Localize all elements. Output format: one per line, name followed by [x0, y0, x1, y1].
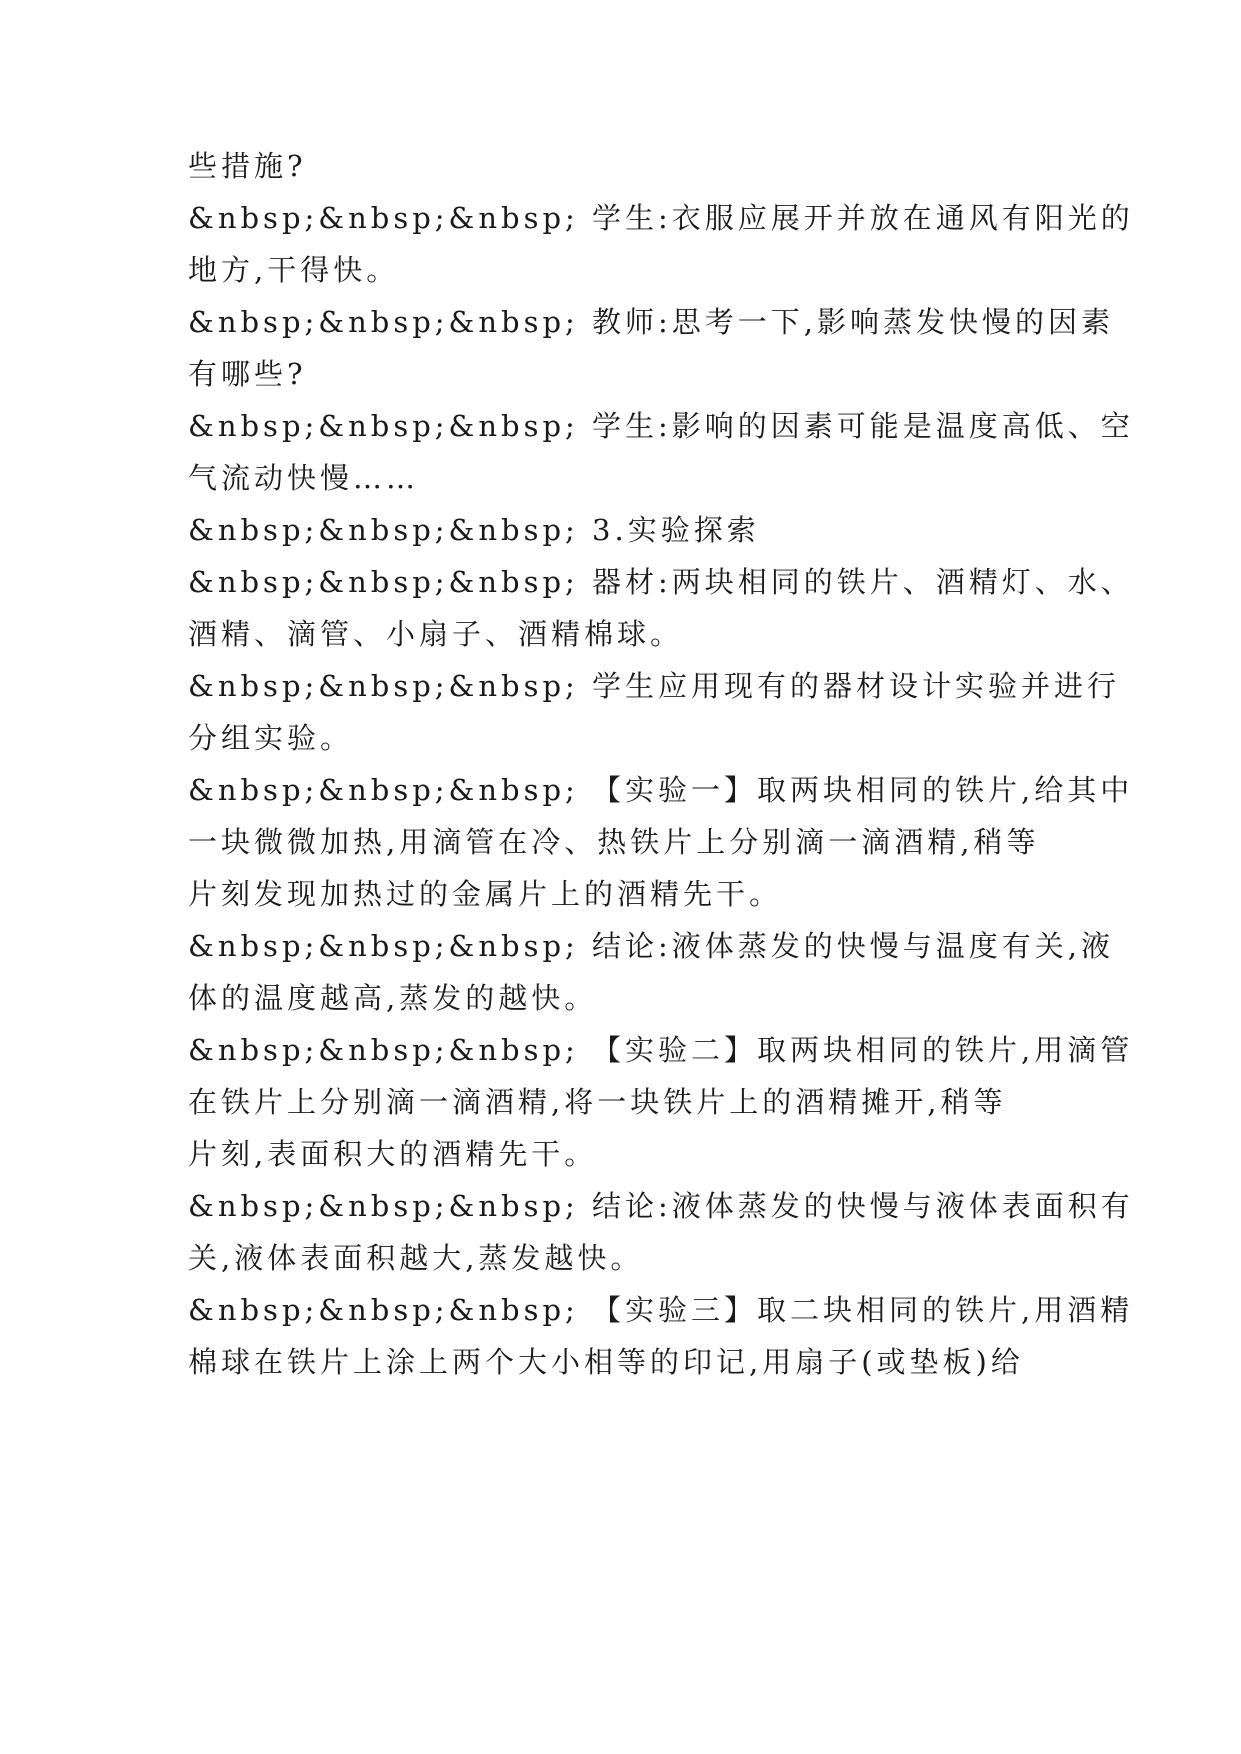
- text-line: 关,液体表面积越大,蒸发越快。: [188, 1241, 644, 1275]
- text-line: &nbsp;&nbsp;&nbsp; 学生:衣服应展开并放在通风有阳光的: [188, 201, 1134, 235]
- text-line: &nbsp;&nbsp;&nbsp; 结论:液体蒸发的快慢与温度有关,液: [188, 929, 1115, 963]
- text-line: &nbsp;&nbsp;&nbsp; 学生:影响的因素可能是温度高低、空: [188, 409, 1134, 443]
- text-line: 棉球在铁片上涂上两个大小相等的印记,用扇子(或垫板)给: [188, 1345, 1024, 1379]
- text-line: 在铁片上分别滴一滴酒精,将一块铁片上的酒精摊开,稍等: [188, 1085, 1007, 1119]
- text-line: 片刻发现加热过的金属片上的酒精先干。: [188, 877, 783, 911]
- text-line: &nbsp;&nbsp;&nbsp; 【实验三】取二块相同的铁片,用酒精: [188, 1293, 1134, 1327]
- text-line: 片刻,表面积大的酒精先干。: [188, 1137, 598, 1171]
- text-line: &nbsp;&nbsp;&nbsp; 器材:两块相同的铁片、酒精灯、水、: [188, 565, 1134, 599]
- text-line: &nbsp;&nbsp;&nbsp; 3.实验探索: [188, 513, 760, 547]
- text-line: &nbsp;&nbsp;&nbsp; 结论:液体蒸发的快慢与液体表面积有: [188, 1189, 1134, 1223]
- text-line: 地方,干得快。: [188, 253, 400, 287]
- text-line: &nbsp;&nbsp;&nbsp; 【实验一】取两块相同的铁片,给其中: [188, 773, 1134, 807]
- text-line: 一块微微加热,用滴管在冷、热铁片上分别滴一滴酒精,稍等: [188, 825, 1040, 859]
- text-line: &nbsp;&nbsp;&nbsp; 教师:思考一下,影响蒸发快慢的因素: [188, 305, 1115, 339]
- text-line: &nbsp;&nbsp;&nbsp; 学生应用现有的器材设计实验并进行: [188, 669, 1121, 703]
- text-line: 有哪些?: [188, 357, 307, 391]
- text-line: 体的温度越高,蒸发的越快。: [188, 981, 598, 1015]
- text-line: &nbsp;&nbsp;&nbsp; 【实验二】取两块相同的铁片,用滴管: [188, 1033, 1134, 1067]
- text-line: 气流动快慢……: [188, 461, 420, 495]
- text-line: 酒精、滴管、小扇子、酒精棉球。: [188, 617, 684, 651]
- text-line: 分组实验。: [188, 721, 354, 755]
- text-line: 些措施?: [188, 149, 307, 183]
